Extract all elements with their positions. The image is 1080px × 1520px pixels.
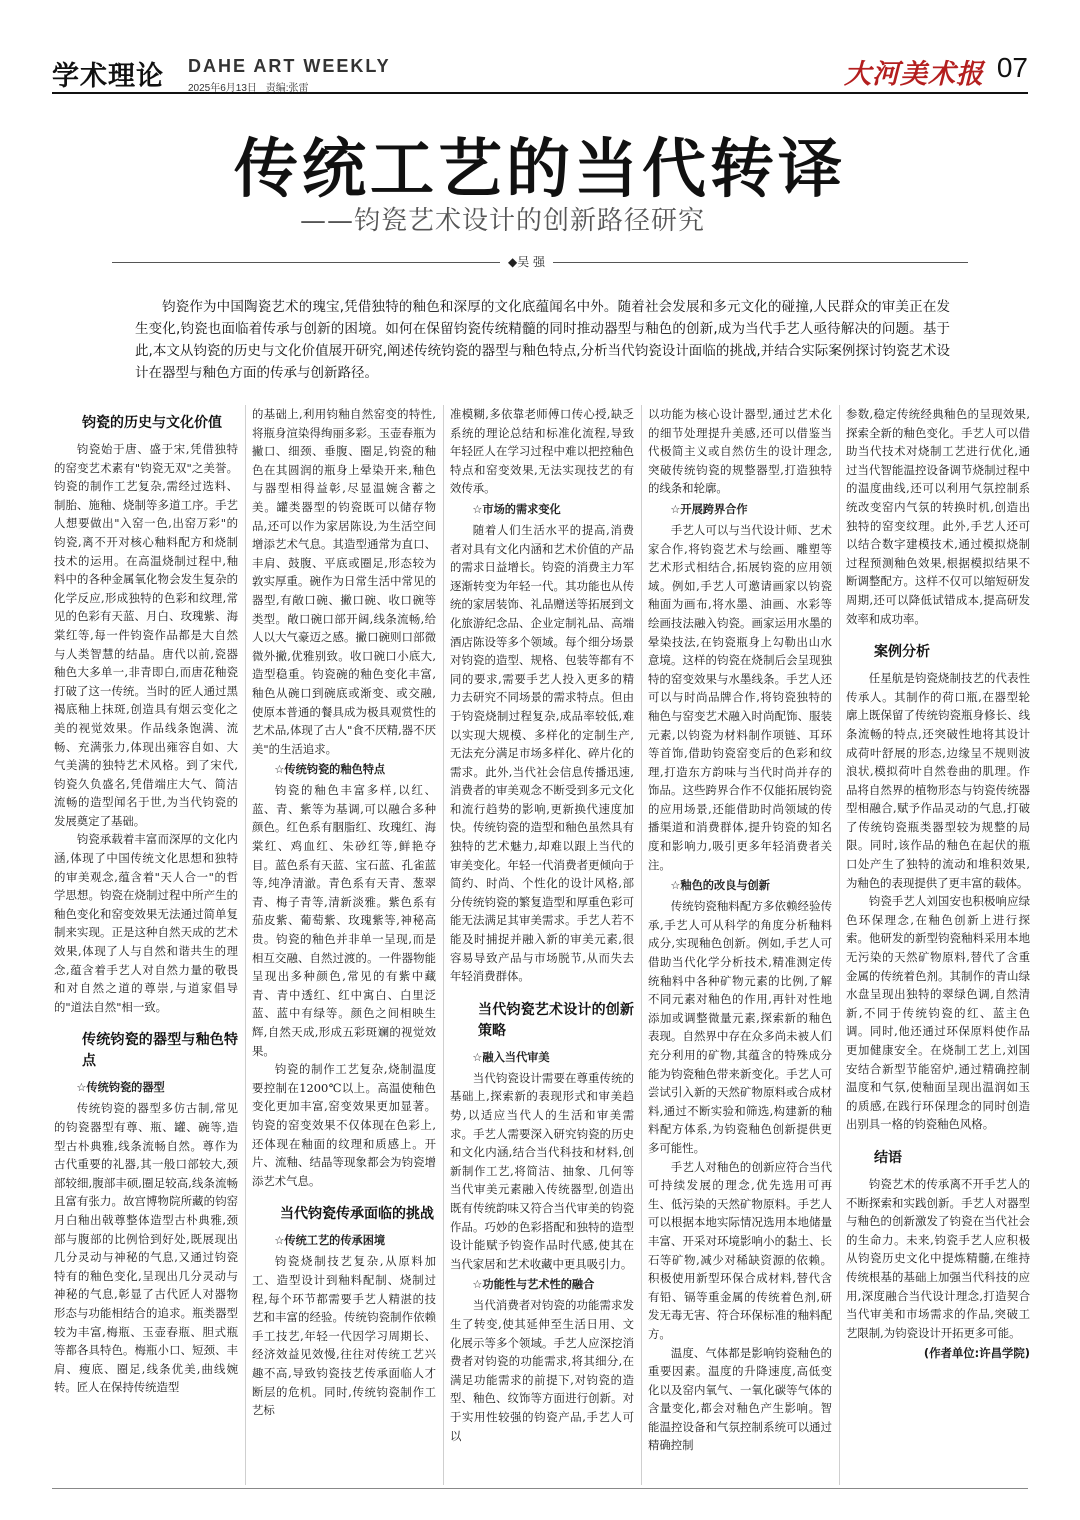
paragraph: 以功能为核心设计器型,通过艺术化的细节处理提升美感,还可以借鉴当代极简主义或自然仿生的设计理念,突破传统钧瓷的规整器型,打造独特的线条和轮廓。 (648, 407, 832, 496)
subheading-glaze: ☆传统钧瓷的釉色特点 (274, 763, 386, 777)
paragraph: 手艺人对釉色的创新应符合当代可持续发展的理念,优先选用可再生、低污染的天然矿物原料。手艺人可以根据本地实际情况选用本地储量丰富、开采对环境影响小的黏土、长石等矿物,减少对稀缺资源的依赖。积极使用新型环保合成材料,替代含有铅、镉等重金属的传统着色剂,研发无毒无害、符合环保标准的釉料配方。 (648, 1159, 832, 1341)
article-abstract: 钧瓷作为中国陶瓷艺术的瑰宝,凭借独特的釉色和深厚的文化底蕴闻名中外。随着社会发展和多元文化的碰撞,人民群众的审美正在发生变化,钧瓷也面临着传承与创新的困境。如何在保留钧瓷传统精髓的同时推动器型与釉色的创新,成为当代手艺人亟待解决的问题。基于此,本文从钧瓷的历史与文化价值展开研究,阐述传统钧瓷的器型与釉色特点,分析当代钧瓷设计面临的挑战,并结合实际案例探讨钧瓷艺术设计在器型与釉色方面的传承与创新路径。 (135, 299, 950, 381)
paragraph: 当代钧瓷设计需要在尊重传统的基础上,探索新的表现形式和审美趋势,以适应当代人的生活和审美需求。手艺人需要深入研究钧瓷的历史和文化内涵,结合当代科技和材料,创新制作工艺,将简洁、抽象、几何等当代审美元素融入传统器型,创造出既有传统韵味又符合当代审美的钧瓷作品。巧妙的色彩搭配和独特的造型设计能赋予钧瓷作品时代感,使其在当代家居和艺术收藏中更具吸引力。 (450, 1070, 634, 1271)
subheading-form: ☆传统钧瓷的器型 (76, 1081, 165, 1095)
body-column-5 (846, 405, 1030, 1480)
editor-credit: 责编:张雷 (265, 83, 309, 94)
paragraph: 手艺人可以与当代设计师、艺术家合作,将钧瓷艺术与绘画、雕塑等艺术形式相结合,拓展钧瓷的应用领域。例如,手艺人可邀请画家以钧瓷釉面为画布,将水墨、油画、水彩等绘画技法融入钧瓷。画家运用水墨的晕染技法,在钧瓷瓶身上勾勒出山水意境。这样的钧瓷在烧制后会呈现独特的窑变效果与水墨线条。手艺人还可以与时尚品牌合作,将钧瓷独特的釉色与窑变艺术融入时尚配饰、服装元素,以钧瓷为材料制作项链、耳环等首饰,借助钧瓷窑变后的色彩和纹理,打造东方韵味与当代时尚并存的饰品。这些跨界合作不仅能拓展钧瓷的应用场景,还能借助时尚领域的传播渠道和消费群体,提升钧瓷的知名度和影响力,吸引更多年轻消费者关注。 (648, 522, 832, 872)
paper-logo: 大河美术报 (844, 59, 984, 90)
paragraph: 钧瓷艺术的传承离不开手艺人的不断探索和实践创新。手艺人对器型与釉色的创新激发了钧瓷在当代社会的生命力。未来,钧瓷手艺人应积极从钧瓷历史文化中提炼精髓,在维持传统根基的基础上加强当代科技的应用,深度融合当代设计理念,打造契合当代审美和市场需求的作品,突破工艺限制,为钧瓷设计开拓更多可能。 (846, 1176, 1030, 1340)
paragraph: 钧瓷始于唐、盛于宋,凭借独特的窑变艺术素有"钧瓷无双"之美誉。钧瓷的制作工艺复杂,需经过选料、制胎、施釉、烧制等多道工序。手艺人想要做出"入窑一色,出窑万彩"的钧瓷,离不开对核心釉料配方和烧制技术的运用。在高温烧制过程中,釉料中的各种金属氧化物会发生复杂的化学反应,形成独特的色彩和纹理,常见的色彩有天蓝、月白、玫瑰紫、海棠红等,每一件钧瓷作品都是大自然与人类智慧的结晶。唐代以前,瓷器釉色大多单一,非青即白,而唐花釉瓷打破了这一传统。当时的匠人通过黑褐底釉上抹斑,创造具有烟云变化之美的视觉效果。作品线条饱满、流畅、充满张力,体现出雍容自如、大气美满的独特艺术风格。到了宋代,钧瓷久负盛名,凭借端庄大气、简洁流畅的造型闻名于世,为当代钧瓷的发展奠定了基础。 (54, 442, 238, 828)
section-heading-challenge: 当代钧瓷传承面临的挑战 (280, 1206, 434, 1223)
column-divider (839, 405, 840, 1485)
column-divider (245, 405, 246, 1485)
paragraph: 准模糊,多依靠老师傅口传心授,缺乏系统的理论总结和标准化流程,导致年轻匠人在学习过程中难以把控釉色特点和窑变效果,无法实现技艺的有效传承。 (450, 407, 634, 496)
paragraph: 传统钧瓷的器型多仿古制,常见的钧瓷器型有尊、瓶、罐、碗等,造型古朴典雅,线条流畅自然。尊作为古代重要的礼器,其一般口部较大,颈部较细,腹部丰硕,圈足较高,线条流畅且富有张力。故宫博物院所藏的钧窑月白釉出戟尊整体造型古朴典雅,颈部与腹部的比例恰到好处,既展现出几分灵动与神秘的气息,又通过钧瓷特有的釉色变化,呈现出几分灵动与神秘的气息,彰显了古代匠人对器物形态与功能相结合的追求。瓶类器型较为丰富,梅瓶、玉壶春瓶、胆式瓶等都各具特色。梅瓶小口、短颈、丰肩、瘦底、圈足,线条优美,曲线婉转。匠人在保持传统造型 (54, 1101, 238, 1395)
paragraph: 温度、气体都是影响钧瓷釉色的重要因素。温度的升降速度,高低变化以及窑内氧气、一氧化碳等气体的含量变化,都会对釉色产生影响。智能温控设备和气氛控制系统可以通过精确控制 (648, 1345, 832, 1453)
subheading-crossover: ☆开展跨界合作 (670, 502, 748, 516)
body-column-2 (252, 405, 436, 1480)
subheading-function: ☆功能性与艺术性的融合 (472, 1278, 595, 1292)
paper-english-name: DAHE ART WEEKLY (188, 56, 391, 76)
column-divider (641, 405, 642, 1485)
section-name: 学术理论 (52, 61, 164, 92)
section-heading-features: 传统钧瓷的器型与釉色特点 (82, 1032, 238, 1070)
paragraph: 钧瓷的釉色丰富多样,以红、蓝、青、紫等为基调,可以融合多种颜色。红色系有胭脂红、玫瑰红、海棠红、鸡血红、朱砂红等,鲜艳夺目。蓝色系有天蓝、宝石蓝、孔雀蓝等,纯净清澈。青色系有天青、葱翠青、梅子青等,清新淡雅。紫色系有茄皮紫、葡萄紫、玫瑰紫等,神秘高贵。钧瓷的釉色并非单一呈现,而是相互交融、自然过渡的。一件器物能呈现出多种颜色,常见的有紫中藏青、青中透红、红中寓白、白里泛蓝、蓝中有绿等。颜色之间相映生辉,自然天成,形成五彩斑斓的视觉效果。 (252, 783, 436, 1058)
masthead (52, 52, 1028, 92)
body-column-1 (54, 405, 238, 1480)
paragraph: 随着人们生活水平的提高,消费者对具有文化内涵和艺术价值的产品的需求日益增长。钧瓷的消费主力军逐渐转变为年轻一代。其功能也从传统的家居装饰、礼品赠送等拓展到文化旅游纪念品、企业定制礼品、高端酒店陈设等多个领域。每个细分场景对钧瓷的造型、规格、包装等都有不同的要求,需要手艺人投入更多的精力去研究不同场景的需求特点。但由于钧瓷烧制过程复杂,成品率较低,难以实现大规模、多样化的定制生产,无法充分满足市场多样化、碎片化的需求。此外,当代社会信息传播迅速,消费者的审美观念不断受到多元文化和流行趋势的影响,更新换代速度加快。传统钧瓷的造型和釉色虽然具有独特的艺术魅力,却难以跟上当代的审美变化。年轻一代消费者更倾向于简约、时尚、个性化的设计风格,部分传统钧瓷的繁复造型和厚重色彩可能无法满足其审美需求。手艺人若不能及时捕捉并融入新的审美元素,很容易导致产品与市场脱节,从而失去年轻消费群体。 (450, 522, 634, 984)
column-divider (443, 405, 444, 1485)
paragraph: 参数,稳定传统经典釉色的呈现效果,探索全新的釉色变化。手艺人可以借助当代技术对烧制工艺进行优化,通过当代智能温控设备调节烧制过程中的温度曲线,还可以利用气氛控制系统改变窑内气氛的转换时机,创造出独特的窑变纹理。此外,手艺人还可以结合数字建模技术,通过模拟烧制过程预测釉色效果,根据模拟结果不断调整配方。这样不仅可以缩短研发周期,还可以降低试错成本,提高研发效率和成功率。 (846, 407, 1030, 626)
body-column-4 (648, 405, 832, 1480)
page-bottom-rule (52, 1488, 1028, 1489)
paragraph: 钧瓷手艺人刘国安也积极响应绿色环保理念,在釉色创新上进行探索。他研发的新型钧瓷釉料采用本地无污染的天然矿物原料,替代了含重金属的传统着色剂。其制作的青山绿水盘呈现出独特的翠绿色调,自然清新,不同于传统钧瓷的红、蓝主色调。同时,他还通过环保原料使作品更加健康安全。在烧制工艺上,刘国安结合新型节能窑炉,通过精确控制温度和气氛,使釉面呈现出温润如玉的质感,在践行环保理念的同时创造出别具一格的钧瓷釉色风格。 (846, 894, 1030, 1132)
section-heading-strategy: 当代钧瓷艺术设计的创新策略 (478, 1001, 634, 1039)
masthead-rule (52, 92, 1028, 94)
issue-date: 2025年6月13日 (188, 83, 257, 94)
subheading-dilemma: ☆传统工艺的传承困境 (274, 1234, 386, 1248)
paragraph: 钧瓷的制作工艺复杂,烧制温度要控制在1200℃以上。高温使釉色变化更加丰富,窑变效果更加显著。钧瓷的窑变效果不仅体现在色彩上,还体现在釉面的纹理和质感上。开片、流釉、结晶等现象都会为钧瓷增添艺术气息。 (252, 1062, 436, 1188)
subheading-fuse: ☆融入当代审美 (472, 1050, 550, 1064)
paragraph: 当代消费者对钧瓷的功能需求发生了转变,使其延伸至生活日用、文化展示等多个领域。手艺人应深挖消费者对钧瓷的功能需求,将其细分,在满足功能需求的前提下,对钧瓷的造型、釉色、纹饰等方面进行创新。对于实用性较强的钧瓷产品,手艺人可以 (450, 1298, 634, 1443)
article-title: 传统工艺的当代转译 (234, 133, 846, 207)
paragraph: 任星航是钧瓷烧制技艺的代表性传承人。其制作的荷口瓶,在器型轮廓上既保留了传统钧瓷瓶身修长、线条流畅的特点,还突破性地将其设计成荷叶舒展的形态,边缘呈不规则波浪状,模拟荷叶自然卷曲的肌理。作品将自然界的植物形态与钧瓷传统器型相融合,赋予作品灵动的气息,打破了传统钧瓷瓶类器型较为规整的局限。同时,该作品的釉色在起伏的瓶口处产生了独特的流动和堆积效果,为釉色的表现提供了更丰富的载体。 (846, 671, 1030, 890)
paragraph: 的基础上,利用钧釉自然窑变的特性,将瓶身渲染得绚丽多彩。玉壶春瓶为撇口、细颈、垂腹、圈足,钧瓷的釉色在其圆润的瓶身上晕染开来,釉色与器型相得益彰,尽显温婉含蓄之美。罐类器型的钧瓷既可以储存物品,还可以作为家居陈设,为生活空间增添艺术气息。其造型通常为直口、丰肩、鼓腹、平底或圈足,形态较为敦实厚重。碗作为日常生活中常见的器型,有敞口碗、撇口碗、收口碗等类型。敞口碗口部开阔,线条流畅,给人以大气豪迈之感。撇口碗则口部微微外撇,优雅别致。收口碗口小底大,造型稳重。钧瓷碗的釉色变化丰富,釉色从碗口到碗底或渐变、或交融,使原本普通的餐具成为极具观赏性的艺术品,体现了古人"食不厌精,器不厌美"的生活追求。 (252, 407, 436, 756)
section-heading-case: 案例分析 (874, 644, 930, 661)
paragraph: 钧瓷烧制技艺复杂,从原料加工、造型设计到釉料配制、烧制过程,每个环节都需要手艺人精湛的技艺和丰富的经验。传统钧瓷制作依赖手工技艺,年轻一代因学习周期长、经济效益见效慢,往往对传统工艺兴趣不高,导致钧瓷技艺传承面临人才断层的危机。同时,传统钧瓷制作工艺标 (252, 1254, 436, 1418)
paragraph: 传统钧瓷釉料配方多依赖经验传承,手艺人可从科学的角度分析釉料成分,实现釉色创新。例如,手艺人可借助当代化学分析技术,精准测定传统釉料中各种矿物元素的比例,了解不同元素对釉色的作用,再针对性地添加或调整微量元素,探索新的釉色表现。自然界中存在众多尚未被人们充分利用的矿物,其蕴含的特殊成分能为钧瓷釉色带来新变化。手艺人可尝试引入新的天然矿物原料或合成材料,通过不断实验和筛选,构建新的釉料配方体系,为钧瓷釉色创新提供更多可能性。 (648, 899, 832, 1155)
article-subtitle: ——钧瓷艺术设计的创新路径研究 (300, 206, 706, 236)
page-number: 07 (996, 52, 1028, 83)
paragraph: 钧瓷承载着丰富而深厚的文化内涵,体现了中国传统文化思想和独特的审美观念,蕴含着"天人合一"的哲学思想。钧瓷在烧制过程中所产生的釉色变化和窑变效果无法通过简单复制来实现。正是这种自然天成的艺术效果,体现了人与自然和谐共生的理念,蕴含着手艺人对自然力量的敬畏和对自然之道的尊崇,与道家倡导的"道法自然"相一致。 (54, 832, 238, 1014)
article-author: ◆吴 强 (500, 253, 553, 270)
section-heading-conclusion: 结语 (874, 1149, 902, 1166)
subheading-market: ☆市场的需求变化 (472, 502, 561, 516)
subheading-improve: ☆釉色的改良与创新 (670, 879, 770, 893)
body-column-3 (450, 405, 634, 1480)
author-affiliation: (作者单位:许昌学院) (923, 1346, 1030, 1361)
section-heading-history: 钧瓷的历史与文化价值 (82, 415, 222, 431)
